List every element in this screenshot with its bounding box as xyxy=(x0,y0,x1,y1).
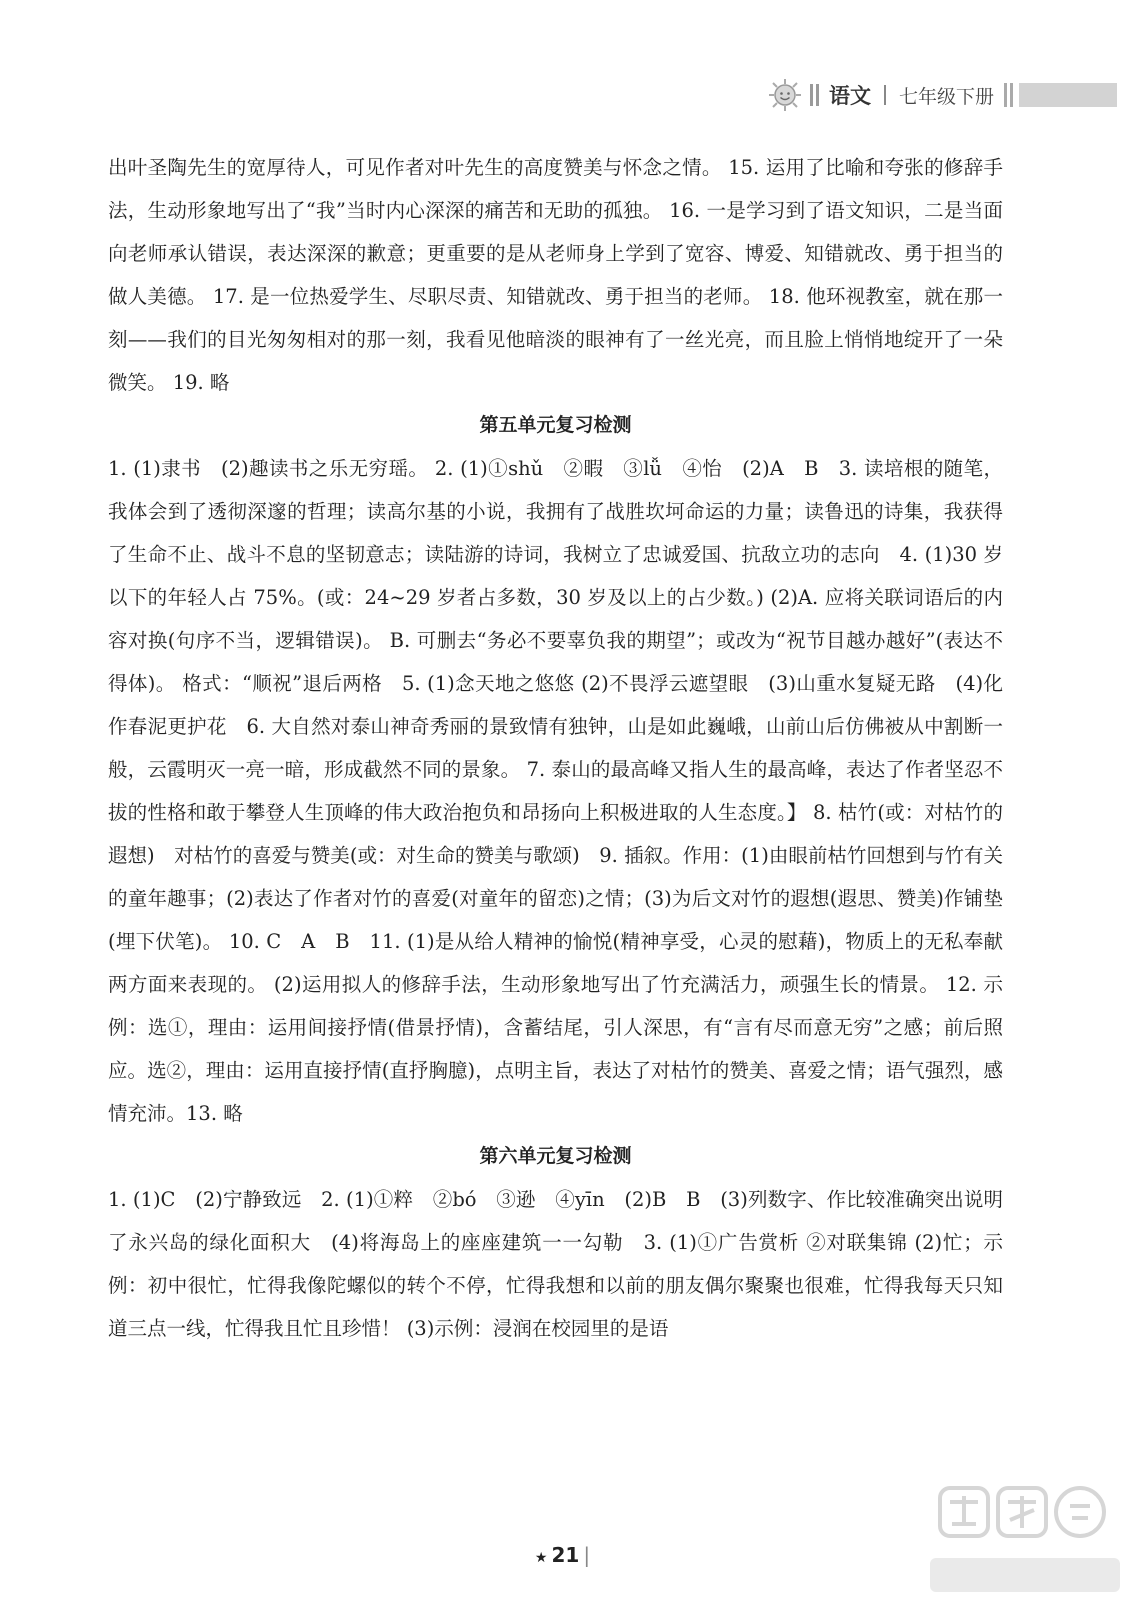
header-subject: 语文 xyxy=(829,84,871,108)
header-grade: 七年级下册 xyxy=(899,85,995,108)
header-divider-bars xyxy=(810,84,819,106)
answer-content xyxy=(108,146,1003,1350)
answer-paragraph-unit4: 出叶圣陶先生的宽厚待人，可见作者对叶先生的高度赞美与怀念之情。 15. 运用了比喻和夸张的修辞手法，生动形象地写出了“我”当时内心深深的痛苦和无助的孤独。 16. 一是学习到了语文知识，二是当面向老师承认错误，表达深深的歉意；更重要的是从老师身上学到了宽容、博爱、知错就改、勇于担当的做人美德。 17. 是一位热爱学生、尽职尽责、知错就改、勇于担当的老师。 18. 他环视教室，就在那一刻——我们的目光匆匆相对的那一刻，我看见他暗淡的眼神有了一丝光亮，而且脸上悄悄地绽开了一朵微笑。 19. 略 xyxy=(108,156,1003,394)
footer-tick: | xyxy=(583,1543,591,1567)
watermark-logo xyxy=(900,1480,1125,1600)
sun-icon xyxy=(768,78,802,112)
answer-paragraph-unit6: 1. (1)C (2)宁静致远 2. (1)①粹 ②bó ③逊 ④yīn (2)B B (3)列数字、作比较准确突出说明了永兴岛的绿化面积大 (4)将海岛上的座座建筑一一勾勒 3. (1)①广告赏析 ②对联集锦 (2)忙；示例：初中很忙，忙得我像陀螺似的转个不停，忙得我想和以前的朋友偶尔聚聚也很难，忙得我每天只知道三点一线，忙得我且忙且珍惜！ (3)示例：浸润在校园里的是语 xyxy=(108,1188,1003,1340)
section-title-unit6: 第六单元复习检测 xyxy=(479,1145,632,1167)
page-header xyxy=(768,78,1117,112)
header-gray-bar xyxy=(1019,83,1117,107)
header-end-bars xyxy=(1004,83,1013,107)
answer-paragraph-unit5: 1. (1)隶书 (2)趣读书之乐无穷瑶。 2. (1)①shǔ ②暇 ③lǚ ④怡 (2)A B 3. 读培根的随笔，我体会到了透彻深邃的哲理；读高尔基的小说，我拥有了战胜坎坷命运的力量；读鲁迅的诗集，我获得了生命不止、战斗不息的坚韧意志；读陆游的诗词，我树立了忠诚爱国、抗敌立功的志向 4. (1)30 岁以下的年轻人占 75%。(或：24~29 岁者占多数，30 岁及以上的占少数。) (2)A. 应将关联词语后的内容对换(句序不当，逻辑错误)。 B. 可删去“务必不要辜负我的期望”；或改为“祝节目越办越好”(表达不得体)。 格式：“顺祝”退后两格 5. (1)念天地之悠悠 (2)不畏浮云遮望眼 (3)山重水复疑无路 (4)化作春泥更护花 6. 大自然对泰山神奇秀丽的景致情有独钟，山是如此巍峨，山前山后仿佛被从中割断一般，云霞明灭一亮一暗，形成截然不同的景象。 7. 泰山的最高峰又指人生的最高峰，表达了作者坚忍不拔的性格和敢于攀登人生顶峰的伟大政治抱负和昂扬向上积极进取的人生态度。】 8. 枯竹(或：对枯竹的遐想) 对枯竹的喜爱与赞美(或：对生命的赞美与歌颂) 9. 插叙。作用：(1)由眼前枯竹回想到与竹有关的童年趣事；(2)表达了作者对竹的喜爱(对童年的留恋)之情；(3)为后文对竹的遐想(遐思、赞美)作铺垫(埋下伏笔)。 10. C A B 11. (1)是从给人精神的愉悦(精神享受，心灵的慰藉)，物质上的无私奉献两方面来表现的。 (2)运用拟人的修辞手法，生动形象地写出了竹充满活力，顽强生长的情景。 12. 示例：选①，理由：运用间接抒情(借景抒情)，含蓄结尾，引人深思，有“言有尽而意无穷”之感；前后照应。选②，理由：运用直接抒情(直抒胸臆)，点明主旨，表达了对枯竹的赞美、喜爱之情；语气强烈，感情充沛。13. 略 xyxy=(108,457,1003,1125)
header-separator xyxy=(884,85,886,105)
page-number: 21 xyxy=(551,1543,580,1567)
star-icon: ★ xyxy=(534,1550,548,1566)
section-title-unit5: 第五单元复习检测 xyxy=(479,414,632,436)
